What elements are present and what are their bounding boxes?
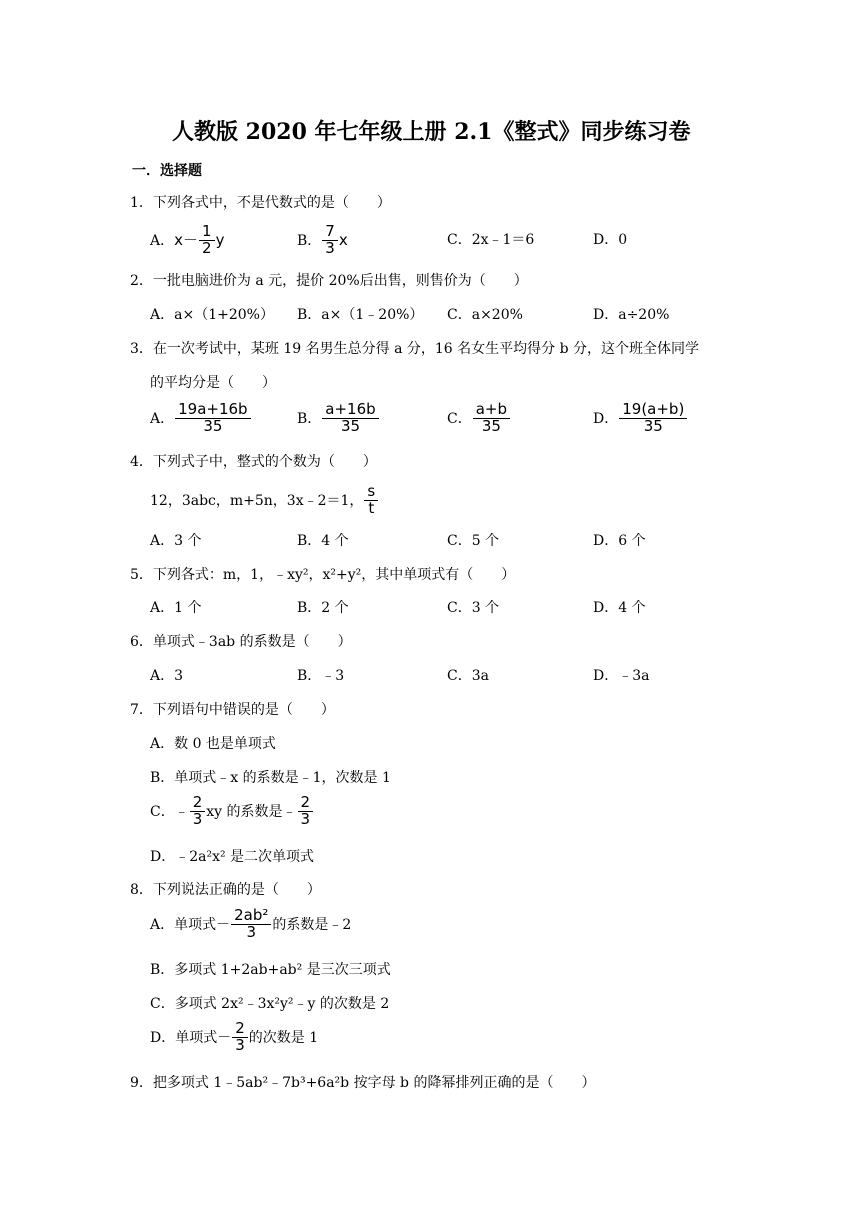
option-label: D． xyxy=(593,533,619,549)
q8-b-text: 多项式 1+2ab+ab² 是三次三项式 xyxy=(174,962,391,978)
q2-option-b xyxy=(297,304,423,324)
q7-option-d xyxy=(150,846,314,866)
q4-expression-list xyxy=(150,484,379,517)
q3-b-denominator: 35 xyxy=(340,416,361,435)
q8-d-numerator: 2 xyxy=(232,1021,248,1038)
q8-option-c xyxy=(150,993,389,1013)
option-label: A． xyxy=(150,600,175,616)
q1-b-denominator: 3 xyxy=(325,238,335,257)
option-label: B． xyxy=(297,410,322,427)
q8-d-denominator: 3 xyxy=(235,1035,245,1054)
q7-d-text: ﹣2a²x² 是二次单项式 xyxy=(175,849,315,865)
question-4-stem: 4．下列式子中，整式的个数为（ ） xyxy=(130,454,377,470)
q5-option-b xyxy=(297,597,349,617)
q1-option-c xyxy=(447,229,534,249)
q4-option-a xyxy=(150,530,201,550)
q5-c-text: 3 个 xyxy=(471,600,500,616)
option-label: D． xyxy=(150,849,176,865)
q6-option-c xyxy=(447,665,489,685)
question-3-stem-line1: 3．在一次考试中，某班 19 名男生总分得 a 分，16 名女生平均得分 b 分，这个班全体同学 xyxy=(130,341,699,357)
option-label: A． xyxy=(150,668,175,684)
option-label: D． xyxy=(593,668,619,684)
q7-option-c xyxy=(150,795,314,828)
q8-option-d xyxy=(150,1021,318,1054)
q7-option-a xyxy=(150,733,276,753)
q6-option-d xyxy=(593,665,650,685)
q8-d-suffix: 的次数是 1 xyxy=(248,1029,319,1046)
question-8-stem: 8．下列说法正确的是（ ） xyxy=(130,882,321,898)
option-label: C． xyxy=(150,803,175,820)
q2-option-a xyxy=(150,304,274,324)
q1-a-numerator: 1 xyxy=(199,224,215,241)
option-label: C． xyxy=(447,668,472,684)
q1-b-numerator: 7 xyxy=(322,224,338,241)
q3-option-c xyxy=(447,402,511,435)
q6-b-text: ﹣3 xyxy=(321,668,345,684)
q4-a-text: 3 个 xyxy=(174,533,202,549)
q7-c-denominator-2: 3 xyxy=(300,809,311,828)
q6-c-text: 3a xyxy=(471,668,489,684)
q6-d-text: ﹣3a xyxy=(618,668,650,684)
q5-b-text: 2 个 xyxy=(321,600,349,616)
q1-option-b xyxy=(297,224,348,257)
question-9-stem: 9．把多项式 1﹣5ab²﹣7b³+6a²b 按字母 b 的降幂排列正确的是（ ） xyxy=(130,1075,596,1091)
q4-frac-denominator: t xyxy=(368,498,375,517)
option-label: D． xyxy=(593,232,619,248)
section-heading: 一．选择题 xyxy=(132,163,202,179)
option-label: D． xyxy=(593,410,619,427)
q5-option-c xyxy=(447,597,499,617)
q3-d-denominator: 35 xyxy=(643,416,663,435)
question-1-stem: 1．下列各式中，不是代数式的是（ ） xyxy=(130,195,391,211)
q3-d-numerator: 19(a+b) xyxy=(619,402,687,419)
option-label: B． xyxy=(297,668,322,684)
option-label: A． xyxy=(150,307,175,323)
q8-a-denominator: 3 xyxy=(246,922,257,941)
q6-a-text: 3 xyxy=(174,668,184,684)
q7-b-text: 单项式﹣x 的系数是﹣1，次数是 1 xyxy=(174,770,391,786)
option-label: A． xyxy=(150,232,175,249)
q2-option-c xyxy=(447,304,523,324)
q4-d-text: 6 个 xyxy=(618,533,646,549)
q4-option-d xyxy=(593,530,646,550)
option-label: D． xyxy=(150,1029,176,1046)
q3-option-d xyxy=(593,402,688,435)
q7-c-numerator: 2 xyxy=(190,795,206,812)
question-3-stem-line2: 的平均分是（ ） xyxy=(150,375,276,391)
option-label: C． xyxy=(447,410,472,427)
q3-option-b xyxy=(297,402,380,435)
q8-d-prefix: 单项式－ xyxy=(175,1029,232,1046)
q1-c-text: 2x﹣1＝6 xyxy=(471,232,535,248)
option-label: D． xyxy=(593,600,619,616)
q1-option-d xyxy=(593,229,627,249)
q2-c-text: a×20% xyxy=(471,307,523,323)
option-label: A． xyxy=(150,736,175,752)
q4-list-text: 12，3abc，m+5n，3x﹣2＝1， xyxy=(150,492,364,509)
q1-b-suffix: x xyxy=(338,230,348,249)
q7-c-prefix: ﹣ xyxy=(174,803,189,820)
q1-a-denominator: 2 xyxy=(202,238,212,257)
q5-d-text: 4 个 xyxy=(618,600,646,616)
page-title: 人教版 2020 年七年级上册 2.1《整式》同步练习卷 xyxy=(172,119,691,145)
option-label: D． xyxy=(593,307,619,323)
option-label: B． xyxy=(297,232,322,249)
option-label: A． xyxy=(150,916,175,933)
q8-c-text: 多项式 2x²﹣3x²y²﹣y 的次数是 2 xyxy=(174,996,390,1012)
q3-c-denominator: 35 xyxy=(481,416,501,435)
q7-c-denominator: 3 xyxy=(192,809,203,828)
q6-option-b xyxy=(297,665,344,685)
option-label: C． xyxy=(447,600,472,616)
option-label: B． xyxy=(297,600,322,616)
option-label: A． xyxy=(150,410,175,427)
q7-c-numerator-2: 2 xyxy=(298,795,314,812)
q8-a-suffix: 的系数是﹣2 xyxy=(272,916,352,933)
q1-a-suffix: y xyxy=(215,230,225,249)
q4-frac-numerator: s xyxy=(364,484,378,501)
q2-b-text: a×（1﹣20%） xyxy=(321,307,424,323)
option-label: C． xyxy=(150,996,175,1012)
option-label: C． xyxy=(447,533,472,549)
q1-a-prefix: x－ xyxy=(174,230,199,249)
option-label: B． xyxy=(150,770,175,786)
q4-option-b xyxy=(297,530,349,550)
question-6-stem: 6．单项式﹣3ab 的系数是（ ） xyxy=(130,634,352,650)
q6-option-a xyxy=(150,665,183,685)
q7-option-b xyxy=(150,767,391,787)
q3-a-numerator: 19a+16b xyxy=(175,402,250,419)
question-2-stem: 2．一批电脑进价为 a 元，提价 20%后出售，则售价为（ ） xyxy=(130,273,528,289)
q8-option-b xyxy=(150,959,391,979)
option-label: A． xyxy=(150,533,175,549)
q7-c-middle: xy 的系数是﹣ xyxy=(206,803,297,820)
question-7-stem: 7．下列语句中错误的是（ ） xyxy=(130,702,335,718)
q7-a-text: 数 0 也是单项式 xyxy=(174,736,276,752)
q5-option-d xyxy=(593,597,646,617)
option-label: B． xyxy=(297,533,322,549)
q8-a-prefix: 单项式－ xyxy=(174,916,231,933)
q3-b-numerator: a+16b xyxy=(322,402,378,419)
q4-b-text: 4 个 xyxy=(321,533,349,549)
q5-option-a xyxy=(150,597,201,617)
q8-option-a xyxy=(150,908,351,941)
option-label: C． xyxy=(447,232,472,248)
q4-option-c xyxy=(447,530,499,550)
q1-option-a xyxy=(150,224,224,257)
option-label: C． xyxy=(447,307,472,323)
question-5-stem: 5．下列各式：m，1，﹣xy²，x²+y²，其中单项式有（ ） xyxy=(130,567,516,583)
option-label: B． xyxy=(297,307,322,323)
q2-d-text: a÷20% xyxy=(618,307,670,323)
q8-a-numerator: 2ab² xyxy=(231,908,271,925)
q3-a-denominator: 35 xyxy=(203,416,223,435)
q2-a-text: a×（1+20%） xyxy=(174,307,274,323)
q4-c-text: 5 个 xyxy=(471,533,500,549)
q3-c-numerator: a+b xyxy=(473,402,510,419)
q3-option-a xyxy=(150,402,252,435)
q5-a-text: 1 个 xyxy=(174,600,202,616)
q1-d-text: 0 xyxy=(618,232,628,248)
option-label: B． xyxy=(150,962,175,978)
q2-option-d xyxy=(593,304,669,324)
